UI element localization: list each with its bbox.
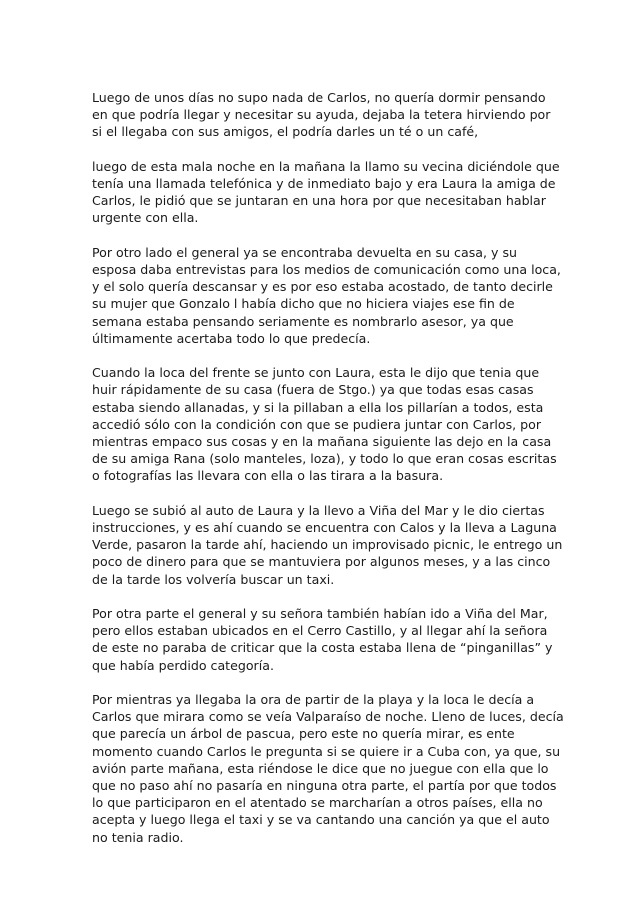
paragraph-3: Por otro lado el general ya se encontraba devuelta en su casa, y su esposa daba entrevistas para los medios de comunicación como una loca, y el solo quería descansar y es por eso estaba acostado, de tanto decirle su mujer que Gonzalo l había dicho que no hiciera viajes ese fin de semana estaba pensando seriamente es nombrarlo asesor, ya que últimamente acertaba todo lo que predecía. [92, 244, 561, 346]
paragraph-4: Cuando la loca del frente se junto con Laura, esta le dijo que tenia que huir rápidamente de su casa (fuera de Stgo.) ya que todas esas casas estaba siendo allanadas, y si la pillaban a ella los pillarían a todos, esta accedió sólo con la condición con que se pudiera juntar con Carlos, por mientras empaco sus cosas y en la mañana siguiente las dejo en la casa de su amiga Rana (solo manteles, loza), y todo lo que eran cosas escritas o fotografías las llevara con ella o las tirara a la basura. [92, 365, 557, 484]
document-body [92, 89, 564, 846]
paragraph-5: Luego se subió al auto de Laura y la llevo a Viña del Mar y le dio ciertas instrucciones, y es ahí cuando se encuentra con Calos y la lleva a Laguna Verde, pasaron la tarde ahí, haciendo un improvisado picnic, le entrego un poco de dinero para que se mantuviera por algunos meses, y a las cinco de la tarde los volvería buscar un taxi. [92, 502, 563, 587]
paragraph-1: Luego de unos días no supo nada de Carlos, no quería dormir pensando en que podría llegar y necesitar su ayuda, dejaba la tetera hirviendo por si el llegaba con sus amigos, el podría darles un té o un café, [92, 90, 551, 140]
paragraph-2: luego de esta mala noche en la mañana la llamo su vecina diciéndole que tenía una llamada telefónica y de inmediato bajo y era Laura la amiga de Carlos, le pidió que se juntaran en una hora por que necesitaban hablar urgente con ella. [92, 158, 560, 226]
paragraph-7: Por mientras ya llegaba la ora de partir de la playa y la loca le decía a Carlos que mirara como se veía Valparaíso de noche. Lleno de luces, decía que parecía un árbol de pascua, pero este no quería mirar, es ente momento cuando Carlos le pregunta si se quiere ir a Cuba con, ya que, su avión parte mañana, esta riéndose le dice que no juegue con ella que lo que no paso ahí no pasaría en ninguna otra parte, el partía por que todos lo que participaron en el atentado se marcharían a otros países, ella no acepta y luego llega el taxi y se va cantando una canción ya que el auto no tenia radio. [92, 692, 564, 845]
paragraph-6: Por otra parte el general y su señora también habían ido a Viña del Mar, pero ellos estaban ubicados en el Cerro Castillo, y al llegar ahí la señora de este no paraba de criticar que la costa estaba llena de “pinganillas” y que había perdido categoría. [92, 606, 553, 673]
